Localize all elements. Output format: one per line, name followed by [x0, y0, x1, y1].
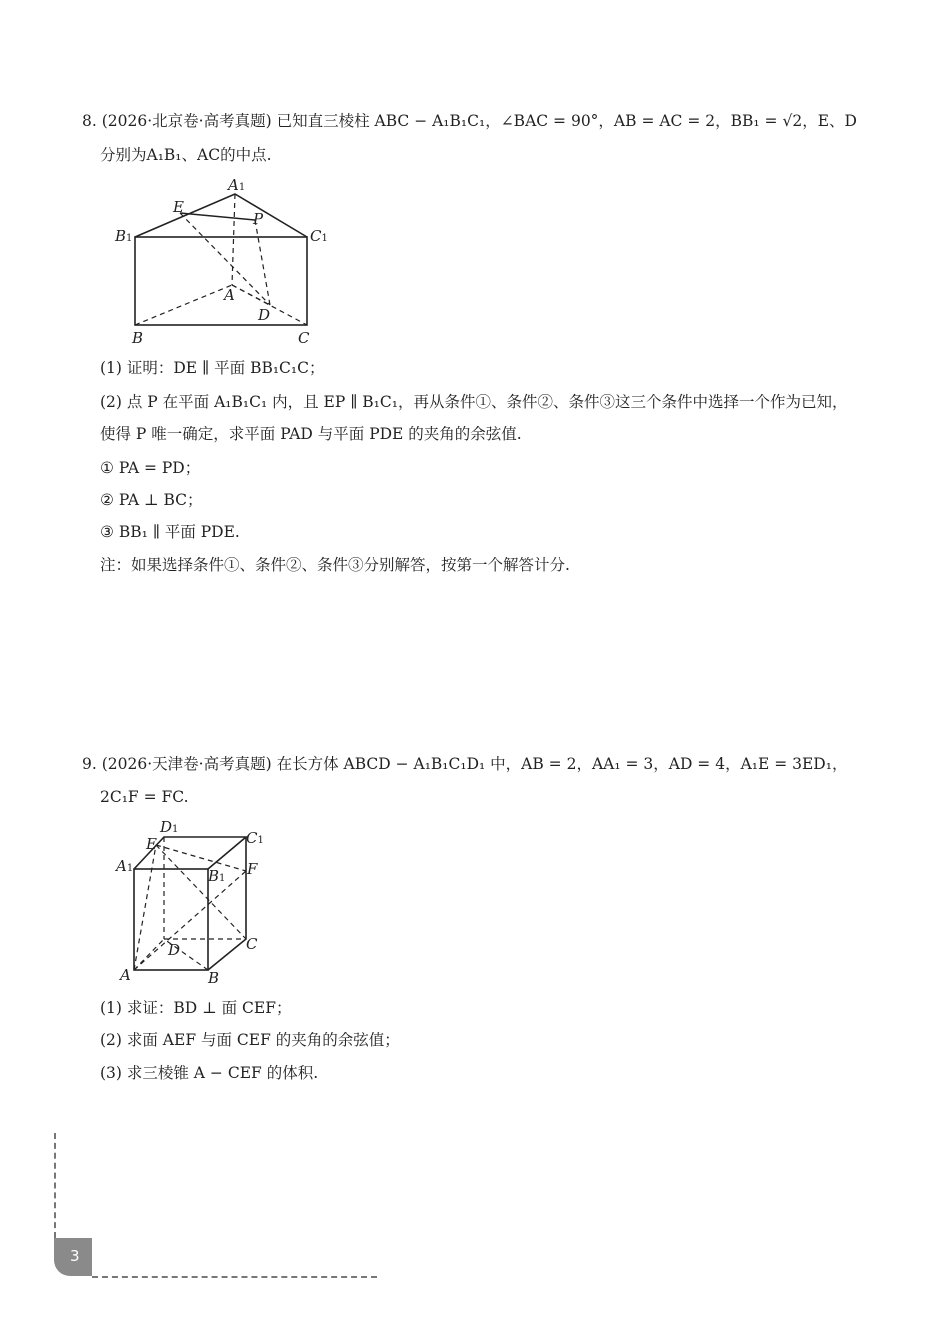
page-number-badge [54, 1238, 92, 1276]
q8-stem-line1 [82, 110, 857, 132]
q8-stem-a: 已知直三棱柱 [276, 112, 370, 130]
q9-label-D1: D1 [160, 818, 179, 836]
q8-label-B1: B1 [115, 227, 133, 245]
page-number: 3 [70, 1247, 80, 1265]
q8-condition-3: ③ BB₁ ∥ 平面 PDE. [100, 523, 240, 541]
q9-stem-line1 [82, 753, 847, 775]
q9-label-D: D [168, 941, 181, 959]
q9-label-E: E [146, 835, 157, 853]
q9-cuboid-figure [112, 812, 282, 988]
q8-part2-line2: 使得 P 唯一确定，求平面 PAD 与平面 PDE 的夹角的余弦值. [100, 425, 522, 443]
q9-part1: (1) 求证：BD ⊥ 面 CEF； [100, 999, 292, 1017]
q8-part1: (1) 证明：DE ∥ 平面 BB₁C₁C； [100, 359, 325, 377]
q9-stem-line2: 2C₁F = FC. [100, 788, 189, 806]
q9-label-A1: A1 [116, 857, 134, 875]
q9-label-A: A [120, 966, 131, 984]
q8-prism-figure [110, 172, 340, 350]
q8-label-B: B [132, 329, 144, 347]
q9-label-F: F [247, 860, 258, 878]
q8-label-P: P [253, 210, 264, 228]
q9-label-C1: C1 [246, 829, 264, 847]
margin-dashed-vertical [54, 1133, 56, 1238]
q8-source: (2026·北京卷·高考真题) [101, 112, 272, 130]
q9-label-C: C [246, 935, 258, 953]
q8-label-E: E [173, 198, 184, 216]
q9-source: (2026·天津卷·高考真题) [101, 755, 272, 773]
q8-stem-b: ABC − A₁B₁C₁，∠BAC = 90°，AB = AC = 2，BB₁ = √2，E、D [374, 112, 857, 130]
q8-part2-line1: (2) 点 P 在平面 A₁B₁C₁ 内，且 EP ∥ B₁C₁，再从条件①、条件②、条件③这三个条件中选择一个作为已知， [100, 393, 848, 411]
margin-dashed-horizontal [92, 1276, 377, 1278]
q8-number: 8. [82, 112, 97, 130]
q9-number: 9. [82, 755, 97, 773]
q8-condition-1: ① PA = PD； [100, 459, 201, 477]
q9-label-B: B [208, 969, 220, 987]
q8-condition-2: ② PA ⊥ BC； [100, 491, 203, 509]
q9-part3: (3) 求三棱锥 A − CEF 的体积. [100, 1064, 319, 1082]
q8-label-A1: A1 [228, 176, 246, 194]
q8-stem-line2: 分别为A₁B₁、AC的中点. [100, 146, 272, 164]
q8-label-A: A [224, 286, 235, 304]
q9-label-B1: B1 [208, 867, 226, 885]
q8-note: 注：如果选择条件①、条件②、条件③分别解答，按第一个解答计分. [100, 556, 570, 574]
q8-label-D: D [258, 306, 271, 324]
q8-label-C1: C1 [310, 227, 328, 245]
q8-label-C: C [298, 329, 310, 347]
q9-stem-a: 在长方体 ABCD − A₁B₁C₁D₁ 中，AB = 2，AA₁ = 3，AD = 4，A₁E = 3ED₁， [276, 755, 848, 773]
q9-part2: (2) 求面 AEF 与面 CEF 的夹角的余弦值； [100, 1031, 400, 1049]
